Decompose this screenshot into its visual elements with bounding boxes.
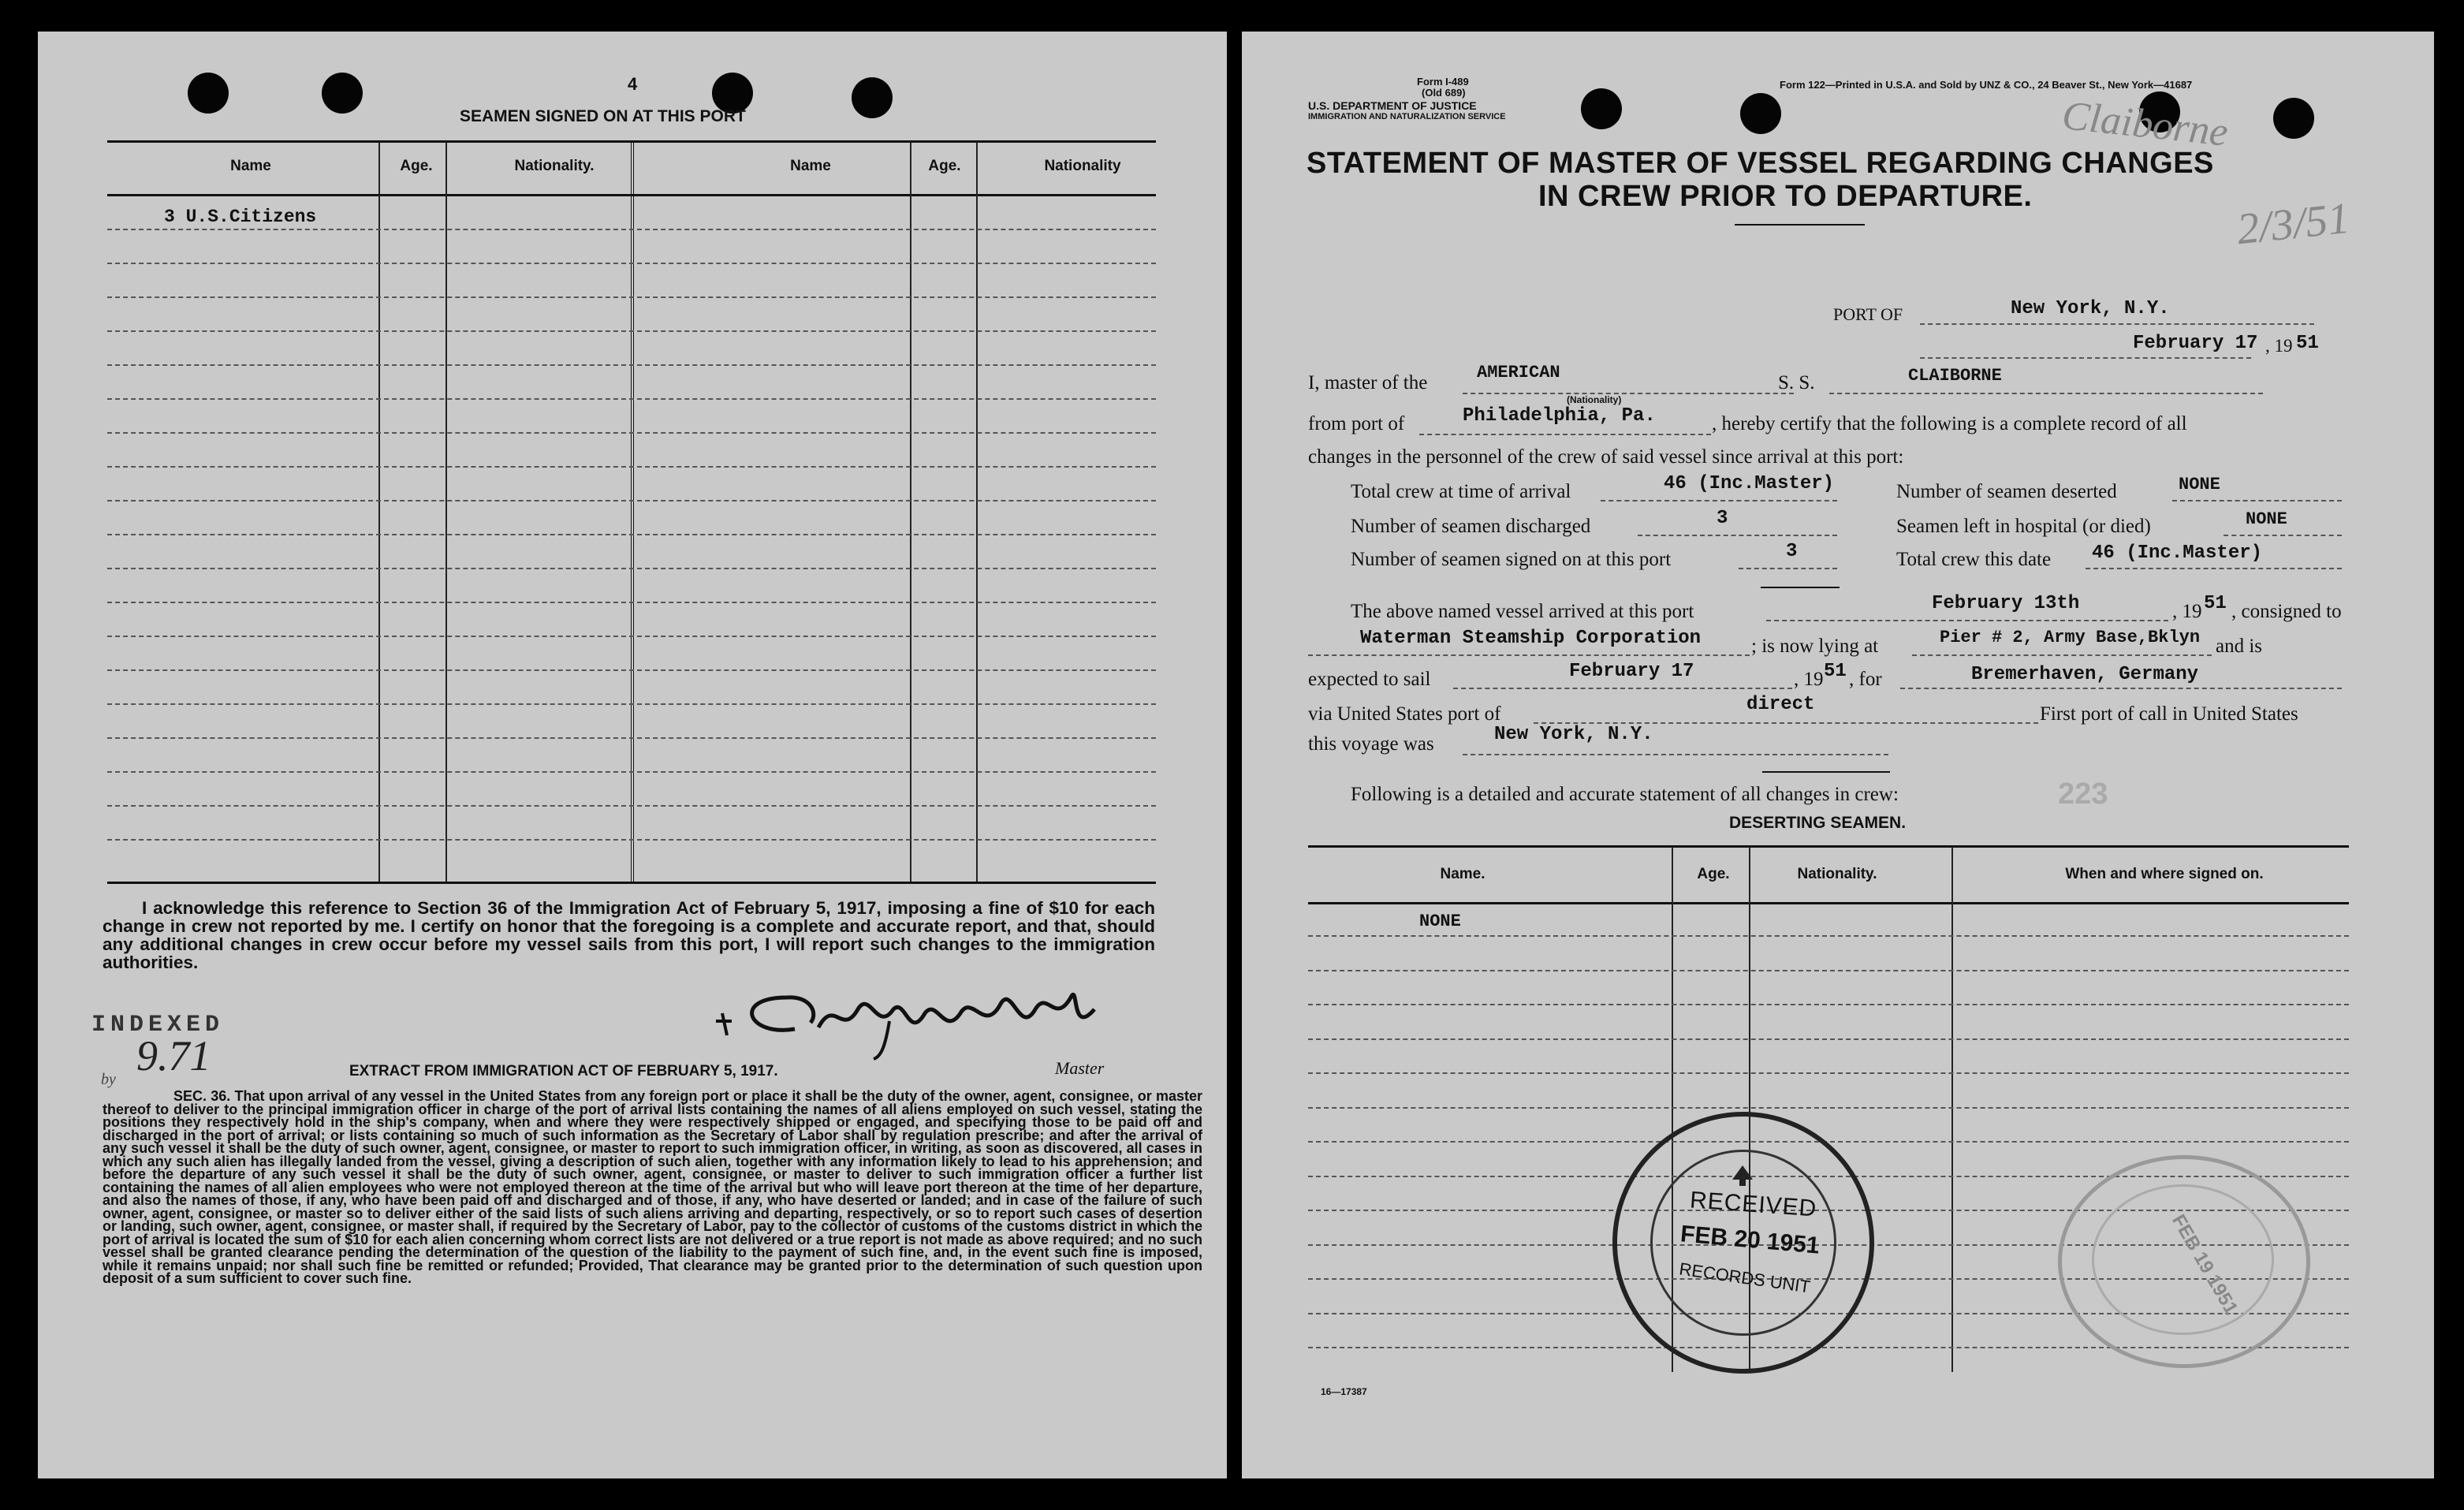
ruled-row-line [107, 432, 1156, 434]
total-arrival-value: 46 (Inc.Master) [1664, 473, 1835, 494]
ss-label: S. S. [1778, 372, 1815, 393]
sail-line [1453, 688, 1792, 689]
ruled-row-line [107, 703, 1156, 705]
department: U.S. DEPARTMENT OF JUSTICE [1308, 99, 1477, 112]
ruled-row-line [107, 500, 1156, 501]
deserted-value: NONE [2179, 475, 2220, 494]
ruled-row-line [1308, 1141, 2349, 1143]
following-label: Following is a detailed and accurate statement of all changes in crew: [1351, 784, 1899, 805]
total-today-value: 46 (Inc.Master) [2092, 542, 2263, 564]
arrived-year-prefix: , 19 [2172, 601, 2202, 622]
deserting-column-age: Age. [1697, 866, 1730, 882]
stamp-arrow-icon [1731, 1164, 1754, 1187]
column-header-name: Name [230, 158, 271, 174]
discharged-line [1638, 535, 1837, 536]
arrived-line [1766, 620, 2168, 621]
ship-name: CLAIBORNE [1908, 366, 2002, 386]
first-port-label: First port of call in United States [2040, 703, 2298, 725]
page-number: 4 [628, 74, 638, 94]
page-stamp: 223 [2058, 777, 2108, 811]
acknowledgement-text: I acknowledge this reference to Section 36 of the Immigration Act of February 5, 1917, imposing a fine of $10 for each change in crew not reported by me. I certify on honor that the foregoing is a complete and accurate report, and that, should any additional changes in crew occur before my vessel sails from this port, I will report such changes to the immigration authorities. [103, 898, 1155, 972]
master-label: I, master of the [1308, 372, 1428, 393]
ruled-row-line [107, 263, 1156, 264]
deserted-line [2172, 500, 2342, 501]
column-divider [1951, 847, 1953, 1372]
punch-hole [188, 73, 229, 114]
punch-hole [2273, 98, 2314, 139]
ruled-row-line [107, 602, 1156, 603]
ruled-row-line [107, 229, 1156, 230]
date-year: 51 [2296, 333, 2319, 354]
form-old: (Old 689) [1422, 87, 1466, 99]
extract-text: SEC. 36. That upon arrival of any vessel in the United States from any foreign port or place it shall be the duty of the owner, agent, consignee, or master thereof to deliver to the principal immigration officer in charge of the port of arrival lists containing the names of all aliens employed on such vessel, stating the positions they respectively hold in the ship's company, when and where they were respectively shipped or engaged, and specifying those to be paid off and discharged in the port of arrival; or lists containing so much of such information as the Secretary of Labor shall by regulation prescribe; and after the arrival of any such vessel it shall be the duty of such owner, agent, consignee, or master to report to such immigration officer, in writing, as soon as discovered, all cases in which any such alien has illegally landed from the vessel, giving a description of such alien, together with any information likely to lead to his apprehension; and before the departure of any such vessel it shall be the duty of such owner, agent, consignee, or master to deliver to such immigration officer a further list containing the names of all alien employees who were not employed thereon at the time of the arrival but who will leave port thereon at the time of her departure, and also the names of those, if any, who have been paid off and discharged and of those, if any, who have deserted or landed; and in case of the failure of such owner, agent, consignee, or master so to deliver either of the said lists of such aliens arriving and departing, respectively, or so to report such cases of desertion or landing, such owner, agent, consignee, or master shall, if required by the Secretary of Labor, pay to the collector of customs of the customs district in which the port of arrival is located the sum of $10 for each alien concerning whom correct lists are not delivered or a true report is not made as above required; and no such vessel shall be granted clearance pending the determination of the question of the liability to the payment of such fine, and, in the event such fine is imposed, while it remains unpaid; nor shall such fine be remitted or refunded; Provided, That clearance may be granted prior to the determination of such question upon deposit of a sum sufficient to cover such fine. [103, 1088, 1202, 1286]
port-label: PORT OF [1833, 304, 1903, 324]
deserting-entry: NONE [1419, 912, 1461, 931]
date-value: February 17 [2133, 333, 2258, 354]
column-header-age: Age. [400, 158, 433, 174]
signed-on-line [1739, 568, 1837, 569]
ruled-row-line [107, 737, 1156, 739]
changes-text: changes in the personnel of the crew of said vessel since arrival at this port: [1308, 446, 1904, 468]
column-header-nationality-2: Nationality [1044, 158, 1121, 174]
via-label: via United States port of [1308, 703, 1501, 725]
punch-hole [322, 73, 363, 114]
punch-hole [1581, 88, 1622, 129]
port-value: New York, N.Y. [2011, 298, 2170, 319]
section-title: SEAMEN SIGNED ON AT THIS PORT [460, 107, 746, 125]
ruled-row-line [107, 568, 1156, 569]
ruled-row-line [1308, 1072, 2349, 1074]
hospital-line [2224, 535, 2342, 536]
signed-on-label: Number of seamen signed on at this port [1351, 549, 1672, 570]
deserted-label: Number of seamen deserted [1896, 481, 2117, 502]
deserting-header-rule [1308, 902, 2349, 904]
lying-value: Pier # 2, Army Base,Bklyn [1940, 628, 2201, 647]
footer-code: 16—17387 [1321, 1386, 1367, 1397]
ruled-row-line [1308, 1107, 2349, 1109]
ship-name-line [1829, 393, 2263, 394]
discharged-label: Number of seamen discharged [1351, 516, 1591, 537]
faint-stamp-inner-ring [2092, 1184, 2274, 1335]
stamp-unit: RECORDS UNIT [1678, 1258, 1812, 1297]
deserting-title: DESERTING SEAMEN. [1729, 814, 1907, 832]
voyage-line [1463, 754, 1888, 755]
ruled-row-line [1308, 1038, 2349, 1040]
ruled-row-line [107, 466, 1156, 468]
ruled-row-line [107, 771, 1156, 773]
indexed-by: by [101, 1071, 116, 1088]
signed-on-value: 3 [1786, 541, 1798, 562]
certify-text: , hereby certify that the following is a complete record of all [1712, 413, 2187, 434]
faint-stamp-date: FEB 19 1951 [2168, 1210, 2242, 1318]
form-title-line2: IN CREW PRIOR TO DEPARTURE. [1538, 180, 2033, 213]
ruled-row-line [107, 330, 1156, 332]
hospital-label: Seamen left in hospital (or died) [1896, 516, 2151, 537]
voyage-rule [1762, 771, 1890, 773]
sail-year: 51 [1824, 661, 1847, 682]
nationality-line [1463, 393, 1794, 394]
ruled-row-line [107, 364, 1156, 366]
form-number: Form I-489 [1417, 76, 1469, 88]
column-header-name-2: Name [790, 158, 831, 174]
sail-year-prefix: , 19 [1794, 669, 1824, 690]
received-stamp [1612, 1112, 1874, 1374]
total-today-line [2086, 568, 2342, 569]
total-arrival-label: Total crew at time of arrival [1351, 481, 1571, 502]
hospital-value: NONE [2246, 509, 2287, 529]
voyage-label: this voyage was [1308, 733, 1434, 755]
punch-hole [1740, 93, 1781, 134]
voyage-value: New York, N.Y. [1494, 724, 1653, 745]
nationality-value: AMERICAN [1477, 363, 1560, 382]
handwritten-ship-name: Claiborne [2060, 93, 2231, 155]
from-port-label: from port of [1308, 413, 1405, 434]
title-underline [1735, 224, 1865, 226]
consignee-line [1308, 654, 1750, 656]
date-year-prefix: , 19 [2265, 336, 2293, 356]
date-line [1920, 357, 2251, 359]
consignee-value: Waterman Steamship Corporation [1360, 628, 1702, 649]
deserting-column-signed-on: When and where signed on. [2065, 866, 2264, 882]
ruled-row-line [1308, 935, 2349, 937]
stamp-date: FEB 20 1951 [1679, 1221, 1821, 1259]
printer-note: Form 122—Printed in U.S.A. and Sold by UNZ & CO., 24 Beaver St., New York—41687 [1780, 79, 2193, 91]
consigned-label: , consigned to [2231, 601, 2342, 622]
stamp-received-text: RECEIVED [1689, 1187, 1818, 1222]
column-header-age-2: Age. [928, 158, 961, 174]
sail-value: February 17 [1569, 661, 1694, 682]
sail-label: expected to sail [1308, 669, 1431, 690]
destination-line [1900, 688, 2342, 689]
ruled-row-line [107, 636, 1156, 637]
service: IMMIGRATION AND NATURALIZATION SERVICE [1308, 112, 1506, 121]
via-value: direct [1746, 694, 1815, 715]
nationality-caption: (Nationality) [1567, 394, 1622, 405]
ruled-row-line [107, 839, 1156, 841]
ruled-row-line [107, 669, 1156, 671]
ruled-row-line [107, 805, 1156, 807]
lying-label: ; is now lying at [1751, 636, 1879, 657]
column-header-nationality: Nationality. [514, 158, 595, 174]
punch-hole [852, 77, 893, 118]
master-signature [700, 966, 1142, 1061]
ruled-row-line [107, 296, 1156, 298]
signature-caption: Master [1055, 1058, 1105, 1078]
deserting-top-rule [1308, 845, 2349, 848]
ruled-row-line [107, 534, 1156, 535]
deserting-column-nationality: Nationality. [1797, 866, 1877, 882]
total-today-label: Total crew this date [1896, 549, 2052, 570]
handwritten-date: 2/3/51 [2235, 193, 2352, 255]
destination-value: Bremerhaven, Germany [1971, 664, 2199, 685]
form-title-line1: STATEMENT OF MASTER OF VESSEL REGARDING CHANGES [1307, 147, 2214, 180]
faint-stamp [2058, 1155, 2310, 1368]
ruled-row-line [1308, 970, 2349, 971]
counts-rule [1761, 587, 1840, 588]
arrived-label: The above named vessel arrived at this port [1351, 601, 1694, 622]
from-port-value: Philadelphia, Pa. [1463, 405, 1656, 427]
extract-title: EXTRACT FROM IMMIGRATION ACT OF FEBRUARY 5, 1917. [349, 1063, 778, 1079]
lying-line [1912, 654, 2212, 656]
ruled-row-line [107, 398, 1156, 400]
lying-suffix: and is [2216, 636, 2263, 657]
from-port-line [1419, 434, 1711, 435]
indexed-mark: 9.71 [136, 1032, 211, 1079]
arrived-value: February 13th [1932, 593, 2080, 614]
for-label: , for [1849, 669, 1882, 690]
deserting-column-name: Name. [1440, 866, 1485, 882]
indexed-stamp: INDEXED [91, 1012, 225, 1038]
total-arrival-line [1601, 500, 1837, 501]
left-page [38, 32, 1227, 1478]
right-page [1242, 32, 2434, 1478]
ruled-row-line [1308, 1004, 2349, 1005]
signed-on-entry: 3 U.S.Citizens [164, 207, 317, 227]
port-line [1920, 323, 2314, 325]
table-bottom-rule [107, 882, 1156, 884]
arrived-year: 51 [2204, 593, 2227, 614]
discharged-value: 3 [1717, 508, 1728, 529]
